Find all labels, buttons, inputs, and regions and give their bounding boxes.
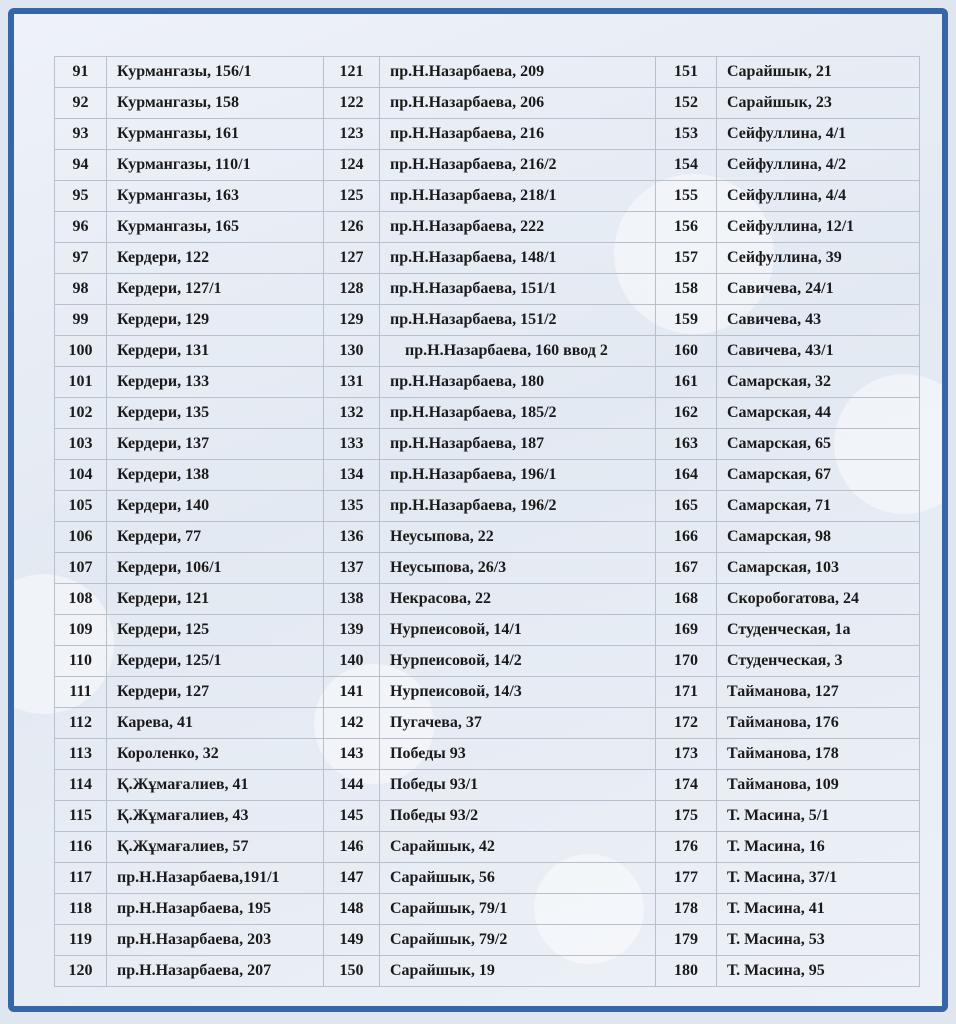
address-cell: Нурпеисовой, 14/3	[380, 677, 656, 708]
address-cell: Самарская, 67	[717, 460, 920, 491]
address-cell: Самарская, 103	[717, 553, 920, 584]
address-cell: Кердери, 106/1	[107, 553, 324, 584]
row-number: 148	[324, 894, 380, 925]
address-cell: пр.Н.Назарбаева, 222	[380, 212, 656, 243]
address-cell: Самарская, 98	[717, 522, 920, 553]
row-number: 128	[324, 274, 380, 305]
address-cell: Тайманова, 178	[717, 739, 920, 770]
row-number: 137	[324, 553, 380, 584]
table-row	[55, 181, 920, 212]
row-number: 125	[324, 181, 380, 212]
row-number: 92	[55, 88, 107, 119]
address-cell: Сарайшык, 56	[380, 863, 656, 894]
row-number: 153	[656, 119, 717, 150]
address-cell: Курмангазы, 165	[107, 212, 324, 243]
address-table-body	[55, 57, 920, 987]
row-number: 161	[656, 367, 717, 398]
row-number: 150	[324, 956, 380, 987]
address-cell: Кердери, 125	[107, 615, 324, 646]
address-cell: Тайманова, 176	[717, 708, 920, 739]
address-cell: пр.Н.Назарбаева, 148/1	[380, 243, 656, 274]
address-cell: Самарская, 71	[717, 491, 920, 522]
row-number: 115	[55, 801, 107, 832]
row-number: 144	[324, 770, 380, 801]
row-number: 135	[324, 491, 380, 522]
row-number: 101	[55, 367, 107, 398]
row-number: 157	[656, 243, 717, 274]
row-number: 94	[55, 150, 107, 181]
address-cell: пр.Н.Назарбаева, 216/2	[380, 150, 656, 181]
address-cell: Сейфуллина, 4/4	[717, 181, 920, 212]
table-row	[55, 212, 920, 243]
address-cell: Т. Масина, 16	[717, 832, 920, 863]
address-cell: пр.Н.Назарбаева, 203	[107, 925, 324, 956]
address-cell: Кердери, 125/1	[107, 646, 324, 677]
table-row	[55, 925, 920, 956]
row-number: 107	[55, 553, 107, 584]
address-cell: Сарайшык, 21	[717, 57, 920, 88]
address-cell: Кердери, 129	[107, 305, 324, 336]
row-number: 147	[324, 863, 380, 894]
address-cell: Савичева, 43/1	[717, 336, 920, 367]
address-cell: Сейфуллина, 12/1	[717, 212, 920, 243]
row-number: 96	[55, 212, 107, 243]
address-cell: Сейфуллина, 4/1	[717, 119, 920, 150]
row-number: 126	[324, 212, 380, 243]
address-cell: пр.Н.Назарбаева, 151/2	[380, 305, 656, 336]
address-cell: Самарская, 65	[717, 429, 920, 460]
row-number: 104	[55, 460, 107, 491]
row-number: 149	[324, 925, 380, 956]
row-number: 109	[55, 615, 107, 646]
row-number: 155	[656, 181, 717, 212]
table-row	[55, 336, 920, 367]
table-row	[55, 677, 920, 708]
address-cell: Тайманова, 127	[717, 677, 920, 708]
row-number: 138	[324, 584, 380, 615]
table-row	[55, 770, 920, 801]
address-cell: Т. Масина, 95	[717, 956, 920, 987]
address-cell: Студенческая, 1а	[717, 615, 920, 646]
row-number: 175	[656, 801, 717, 832]
row-number: 112	[55, 708, 107, 739]
table-row	[55, 88, 920, 119]
row-number: 179	[656, 925, 717, 956]
table-row	[55, 739, 920, 770]
address-cell: Кердери, 127	[107, 677, 324, 708]
row-number: 136	[324, 522, 380, 553]
table-row	[55, 522, 920, 553]
row-number: 127	[324, 243, 380, 274]
address-cell: Нурпеисовой, 14/2	[380, 646, 656, 677]
address-cell: пр.Н.Назарбаева, 206	[380, 88, 656, 119]
table-row	[55, 646, 920, 677]
row-number: 171	[656, 677, 717, 708]
row-number: 114	[55, 770, 107, 801]
row-number: 118	[55, 894, 107, 925]
address-cell: пр.Н.Назарбаева, 160 ввод 2	[380, 336, 656, 367]
address-cell: Кердери, 138	[107, 460, 324, 491]
address-cell: Курмангазы, 161	[107, 119, 324, 150]
table-row	[55, 305, 920, 336]
table-row	[55, 956, 920, 987]
row-number: 177	[656, 863, 717, 894]
address-cell: Кердери, 135	[107, 398, 324, 429]
row-number: 152	[656, 88, 717, 119]
address-cell: Сарайшык, 79/1	[380, 894, 656, 925]
address-cell: Курмангазы, 110/1	[107, 150, 324, 181]
address-cell: Неусыпова, 22	[380, 522, 656, 553]
table-row	[55, 615, 920, 646]
page-frame	[8, 8, 948, 1012]
address-cell: Т. Масина, 5/1	[717, 801, 920, 832]
address-cell: Победы 93/1	[380, 770, 656, 801]
row-number: 108	[55, 584, 107, 615]
address-cell: Скоробогатова, 24	[717, 584, 920, 615]
row-number: 173	[656, 739, 717, 770]
address-cell: пр.Н.Назарбаева, 207	[107, 956, 324, 987]
address-cell: пр.Н.Назарбаева, 196/1	[380, 460, 656, 491]
row-number: 133	[324, 429, 380, 460]
row-number: 93	[55, 119, 107, 150]
row-number: 160	[656, 336, 717, 367]
table-row	[55, 243, 920, 274]
table-row	[55, 584, 920, 615]
table-row	[55, 119, 920, 150]
row-number: 145	[324, 801, 380, 832]
address-cell: Самарская, 44	[717, 398, 920, 429]
table-row	[55, 398, 920, 429]
address-cell: Кердери, 127/1	[107, 274, 324, 305]
row-number: 105	[55, 491, 107, 522]
address-table	[54, 56, 920, 987]
address-cell: Тайманова, 109	[717, 770, 920, 801]
table-row	[55, 57, 920, 88]
address-cell: Кердери, 121	[107, 584, 324, 615]
row-number: 91	[55, 57, 107, 88]
address-cell: Победы 93	[380, 739, 656, 770]
address-cell: Кердери, 131	[107, 336, 324, 367]
row-number: 134	[324, 460, 380, 491]
row-number: 156	[656, 212, 717, 243]
address-cell: Короленко, 32	[107, 739, 324, 770]
row-number: 168	[656, 584, 717, 615]
row-number: 119	[55, 925, 107, 956]
row-number: 99	[55, 305, 107, 336]
table-row	[55, 367, 920, 398]
address-cell: Савичева, 43	[717, 305, 920, 336]
address-cell: Неусыпова, 26/3	[380, 553, 656, 584]
address-cell: Кердери, 140	[107, 491, 324, 522]
row-number: 163	[656, 429, 717, 460]
row-number: 113	[55, 739, 107, 770]
address-cell: Кердери, 122	[107, 243, 324, 274]
address-cell: Карева, 41	[107, 708, 324, 739]
table-row	[55, 491, 920, 522]
address-cell: Сейфуллина, 4/2	[717, 150, 920, 181]
row-number: 131	[324, 367, 380, 398]
address-cell: пр.Н.Назарбаева, 180	[380, 367, 656, 398]
address-cell: Т. Масина, 37/1	[717, 863, 920, 894]
row-number: 172	[656, 708, 717, 739]
row-number: 97	[55, 243, 107, 274]
address-cell: Т. Масина, 41	[717, 894, 920, 925]
row-number: 158	[656, 274, 717, 305]
address-cell: пр.Н.Назарбаева, 195	[107, 894, 324, 925]
address-cell: пр.Н.Назарбаева, 209	[380, 57, 656, 88]
address-cell: Курмангазы, 156/1	[107, 57, 324, 88]
table-row	[55, 274, 920, 305]
row-number: 129	[324, 305, 380, 336]
row-number: 116	[55, 832, 107, 863]
row-number: 178	[656, 894, 717, 925]
row-number: 174	[656, 770, 717, 801]
address-cell: пр.Н.Назарбаева,191/1	[107, 863, 324, 894]
address-cell: Кердери, 77	[107, 522, 324, 553]
table-row	[55, 708, 920, 739]
address-cell: пр.Н.Назарбаева, 216	[380, 119, 656, 150]
table-row	[55, 553, 920, 584]
row-number: 139	[324, 615, 380, 646]
address-cell: Сарайшык, 79/2	[380, 925, 656, 956]
row-number: 180	[656, 956, 717, 987]
row-number: 164	[656, 460, 717, 491]
row-number: 142	[324, 708, 380, 739]
row-number: 169	[656, 615, 717, 646]
row-number: 166	[656, 522, 717, 553]
row-number: 159	[656, 305, 717, 336]
address-cell: Самарская, 32	[717, 367, 920, 398]
row-number: 140	[324, 646, 380, 677]
row-number: 124	[324, 150, 380, 181]
row-number: 98	[55, 274, 107, 305]
row-number: 123	[324, 119, 380, 150]
row-number: 143	[324, 739, 380, 770]
row-number: 132	[324, 398, 380, 429]
row-number: 130	[324, 336, 380, 367]
address-cell: Сарайшык, 42	[380, 832, 656, 863]
address-cell: Қ.Жұмағалиев, 57	[107, 832, 324, 863]
row-number: 170	[656, 646, 717, 677]
row-number: 167	[656, 553, 717, 584]
address-cell: пр.Н.Назарбаева, 185/2	[380, 398, 656, 429]
row-number: 95	[55, 181, 107, 212]
address-cell: Қ.Жұмағалиев, 41	[107, 770, 324, 801]
address-cell: Сейфуллина, 39	[717, 243, 920, 274]
address-cell: Қ.Жұмағалиев, 43	[107, 801, 324, 832]
row-number: 165	[656, 491, 717, 522]
address-cell: пр.Н.Назарбаева, 218/1	[380, 181, 656, 212]
row-number: 110	[55, 646, 107, 677]
row-number: 103	[55, 429, 107, 460]
row-number: 176	[656, 832, 717, 863]
address-cell: Нурпеисовой, 14/1	[380, 615, 656, 646]
address-cell: пр.Н.Назарбаева, 151/1	[380, 274, 656, 305]
row-number: 111	[55, 677, 107, 708]
address-cell: пр.Н.Назарбаева, 187	[380, 429, 656, 460]
address-cell: пр.Н.Назарбаева, 196/2	[380, 491, 656, 522]
table-row	[55, 801, 920, 832]
address-cell: Победы 93/2	[380, 801, 656, 832]
address-cell: Кердери, 133	[107, 367, 324, 398]
address-cell: Курмангазы, 163	[107, 181, 324, 212]
table-row	[55, 832, 920, 863]
table-row	[55, 863, 920, 894]
row-number: 154	[656, 150, 717, 181]
row-number: 141	[324, 677, 380, 708]
address-cell: Савичева, 24/1	[717, 274, 920, 305]
row-number: 100	[55, 336, 107, 367]
row-number: 146	[324, 832, 380, 863]
row-number: 120	[55, 956, 107, 987]
address-cell: Пугачева, 37	[380, 708, 656, 739]
row-number: 151	[656, 57, 717, 88]
row-number: 102	[55, 398, 107, 429]
address-cell: Студенческая, 3	[717, 646, 920, 677]
row-number: 162	[656, 398, 717, 429]
table-row	[55, 150, 920, 181]
address-cell: Т. Масина, 53	[717, 925, 920, 956]
row-number: 106	[55, 522, 107, 553]
address-cell: Сарайшык, 19	[380, 956, 656, 987]
row-number: 117	[55, 863, 107, 894]
address-cell: Некрасова, 22	[380, 584, 656, 615]
address-cell: Курмангазы, 158	[107, 88, 324, 119]
row-number: 122	[324, 88, 380, 119]
table-row	[55, 894, 920, 925]
row-number: 121	[324, 57, 380, 88]
table-row	[55, 460, 920, 491]
address-cell: Кердери, 137	[107, 429, 324, 460]
address-cell: Сарайшык, 23	[717, 88, 920, 119]
table-row	[55, 429, 920, 460]
